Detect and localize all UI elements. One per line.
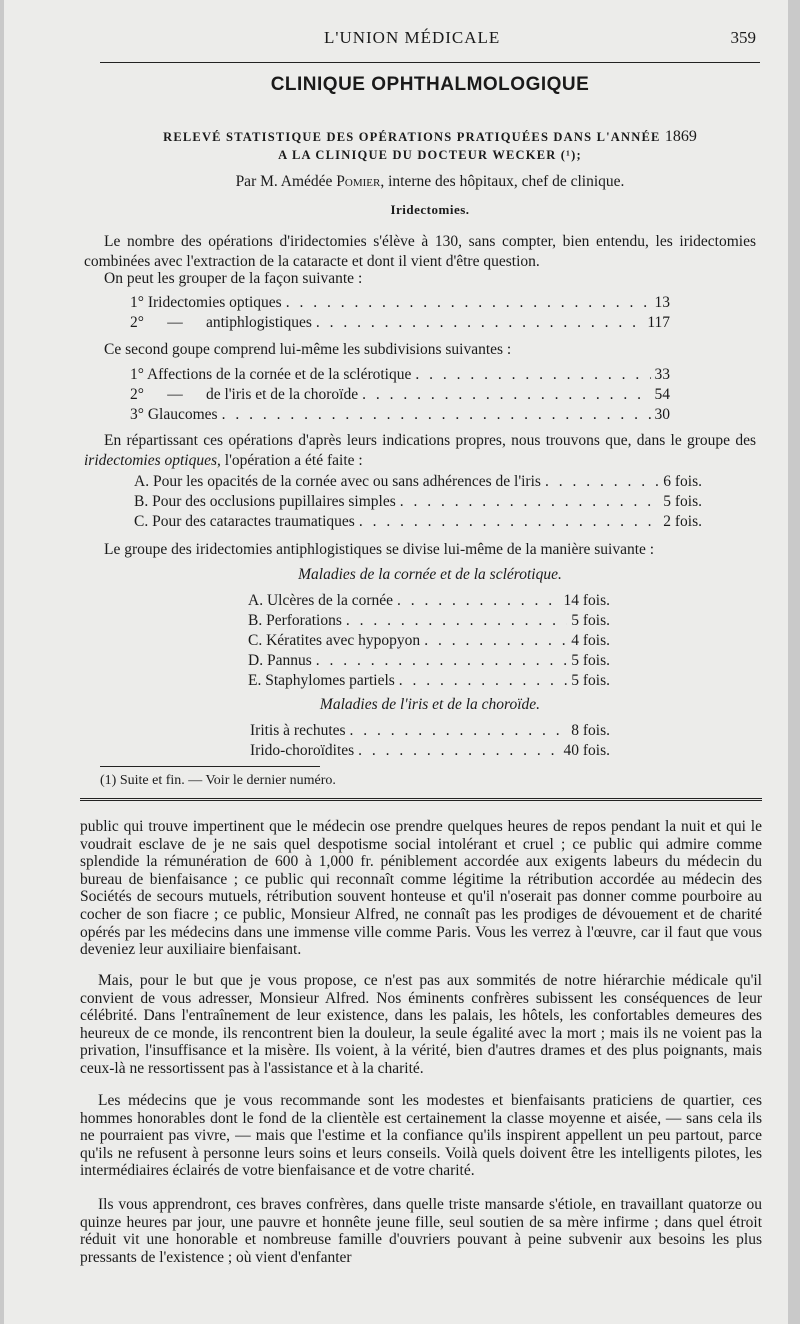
sub-title: Iridectomies. [390,202,470,217]
cornea-row: D. Pannus . . . 5 fois. [248,651,610,670]
page-number: 359 [730,28,756,47]
cornea-heading: Maladies de la cornée et de la sclérotique. [298,566,562,583]
grouping-intro: On peut les grouper de la façon suivante : [104,270,363,287]
author-prefix: Par M. Amédée [235,173,333,190]
iris-heading: Maladies de l'iris et de la choroïde. [319,696,541,713]
optical-intro: En répartissant ces opérations d'après leurs indications propres, nous trouvons que, dans le groupe des iridectomies optiques, l'opération a été faite : [84,432,756,469]
page-header [100,28,760,50]
journal-page [4,0,788,1324]
iris-row: Irido-choroïdites . . . 40 fois. [250,741,610,760]
group-row: 1° Iridectomies optiques . . . 13 [130,293,670,312]
report-title-text: RELEVÉ STATISTIQUE DES OPÉRATIONS PRATIQUÉES DANS L'ANNÉE [163,130,661,144]
author-line [100,173,760,191]
report-title-line1 [100,128,760,146]
cornea-row: B. Perforations . . . 5 fois. [248,611,610,630]
cornea-row: C. Kératites avec hypopyon . . . 4 fois. [248,631,610,650]
feuilleton-paragraph: Ils vous apprendront, ces braves confrères, dans quelle triste mansarde s'étiole, en travaillant quatorze ou quinze heures par jour, une pauvre et honnête jeune fille, seul soutien de sa mère infirme ; dans quel étroit réduit vit une honorable et nombreuse famille d'ouvriers pouvant à peine subvenir aux besoins les plus pressants de l'existence ; où vient d'enfanter [80,1196,762,1266]
header-rule [100,62,760,63]
cornea-row: A. Ulcères de la cornée . . . 14 fois. [248,591,610,610]
report-year: 1869 [664,128,697,145]
report-title-line2: A LA CLINIQUE DU DOCTEUR WECKER (¹); [278,148,582,162]
feuilleton-paragraph: Mais, pour le but que je vous propose, ce n'est pas aux sommités de notre hiérarchie médicale qu'il convient de vous adresser, Monsieur Alfred. Nos éminents confrères subissent les conséquences de leur célébrité. Dans l'entraînement de leur existence, dans les palais, les hôtels, les confortables demeures des heureux de ce monde, ils rencontrent bien la douleur, la seule égalité avec la mort ; mais ils ne voient pas la privation, l'insuffisance et la misère. Ils voient, à la vérité, bien d'autres drames et des plus poignants, mais ceux-là ne ressortissent pas à l'assistance et à la charité. [80,972,762,1077]
subdivision-row: 2° — de l'iris et de la choroïde . . . 54 [130,385,670,404]
antiphlogistic-intro: Le groupe des iridectomies antiphlogistiques se divise lui-même de la manière suivante : [104,541,655,558]
optical-row: A. Pour les opacités de la cornée avec ou sans adhérences de l'iris . . . 6 fois. [134,472,702,491]
feuilleton-paragraph: public qui trouve impertinent que le médecin ose prendre quelques heures de repos pendant la nuit et qui le voudrait esclave de je ne sais quel despotisme social intolérant et cruel ; ce public qui admire comme splendide la rémunération de 600 à 1,000 fr. péniblement accordée aux exigents labeurs du médecin du bureau de bienfaisance ; ce public qui reconnaît comme légitime la rétribution accordée au médecin des Sociétés de secours mutuels, rétribution souvent honteuse et qu'il n'oserait pas donner comme pourboire au cocher de son fiacre ; ce public, Monsieur Alfred, ne connaît pas les prodiges de dévouement et de charité opérés par les médecins dans une immense ville comme Paris. Vous les verrez à l'œuvre, car il faut que vous deveniez leur auxiliaire bienfaisant. [80,818,762,959]
cornea-row: E. Staphylomes partiels . . . 5 fois. [248,671,610,690]
subdivision-row: 1° Affections de la cornée et de la sclérotique . . . 33 [130,365,670,384]
footnote: (1) Suite et fin. — Voir le dernier numéro. [100,773,336,788]
section-title: CLINIQUE OPHTHALMOLOGIQUE [270,74,590,95]
feuilleton-separator [80,798,762,801]
author-name: Pomier [336,173,381,190]
intro-paragraph: Le nombre des opérations d'iridectomies s'élève à 130, sans compter, bien entendu, les iridectomies combinées avec l'extraction de la cataracte et dont il vient d'être question. [84,233,756,270]
subdivision-intro: Ce second goupe comprend lui-même les subdivisions suivantes : [104,341,512,358]
footnote-rule [100,766,320,767]
optical-term: iridectomies optiques [84,451,218,469]
running-title: L'UNION MÉDICALE [324,28,501,47]
subdivision-row: 3° Glaucomes . . . 30 [130,405,670,424]
optical-row: C. Pour des cataractes traumatiques . . . 2 fois. [134,512,702,531]
iris-row: Iritis à rechutes . . . 8 fois. [250,721,610,740]
feuilleton-paragraph: Les médecins que je vous recommande sont les modestes et bienfaisants praticiens de quartier, ces hommes honorables dont le fond de la clientèle est certainement la classe moyenne et aisée, — sans cela ils ne pourraient pas vivre, — mais que l'estime et la confiance qu'ils inspirent appellent un peu partout, parce qu'ils ne refusent à personne leurs soins et leurs conseils. Voilà quels doivent être les intelligents pilotes, les intermédiaires éclairés de votre bienfaisance et de votre charité. [80,1092,762,1180]
optical-row: B. Pour des occlusions pupillaires simples . . . 5 fois. [134,492,702,511]
author-suffix: , interne des hôpitaux, chef de clinique. [380,173,625,190]
group-row: 2° — antiphlogistiques . . . 117 [130,313,670,332]
